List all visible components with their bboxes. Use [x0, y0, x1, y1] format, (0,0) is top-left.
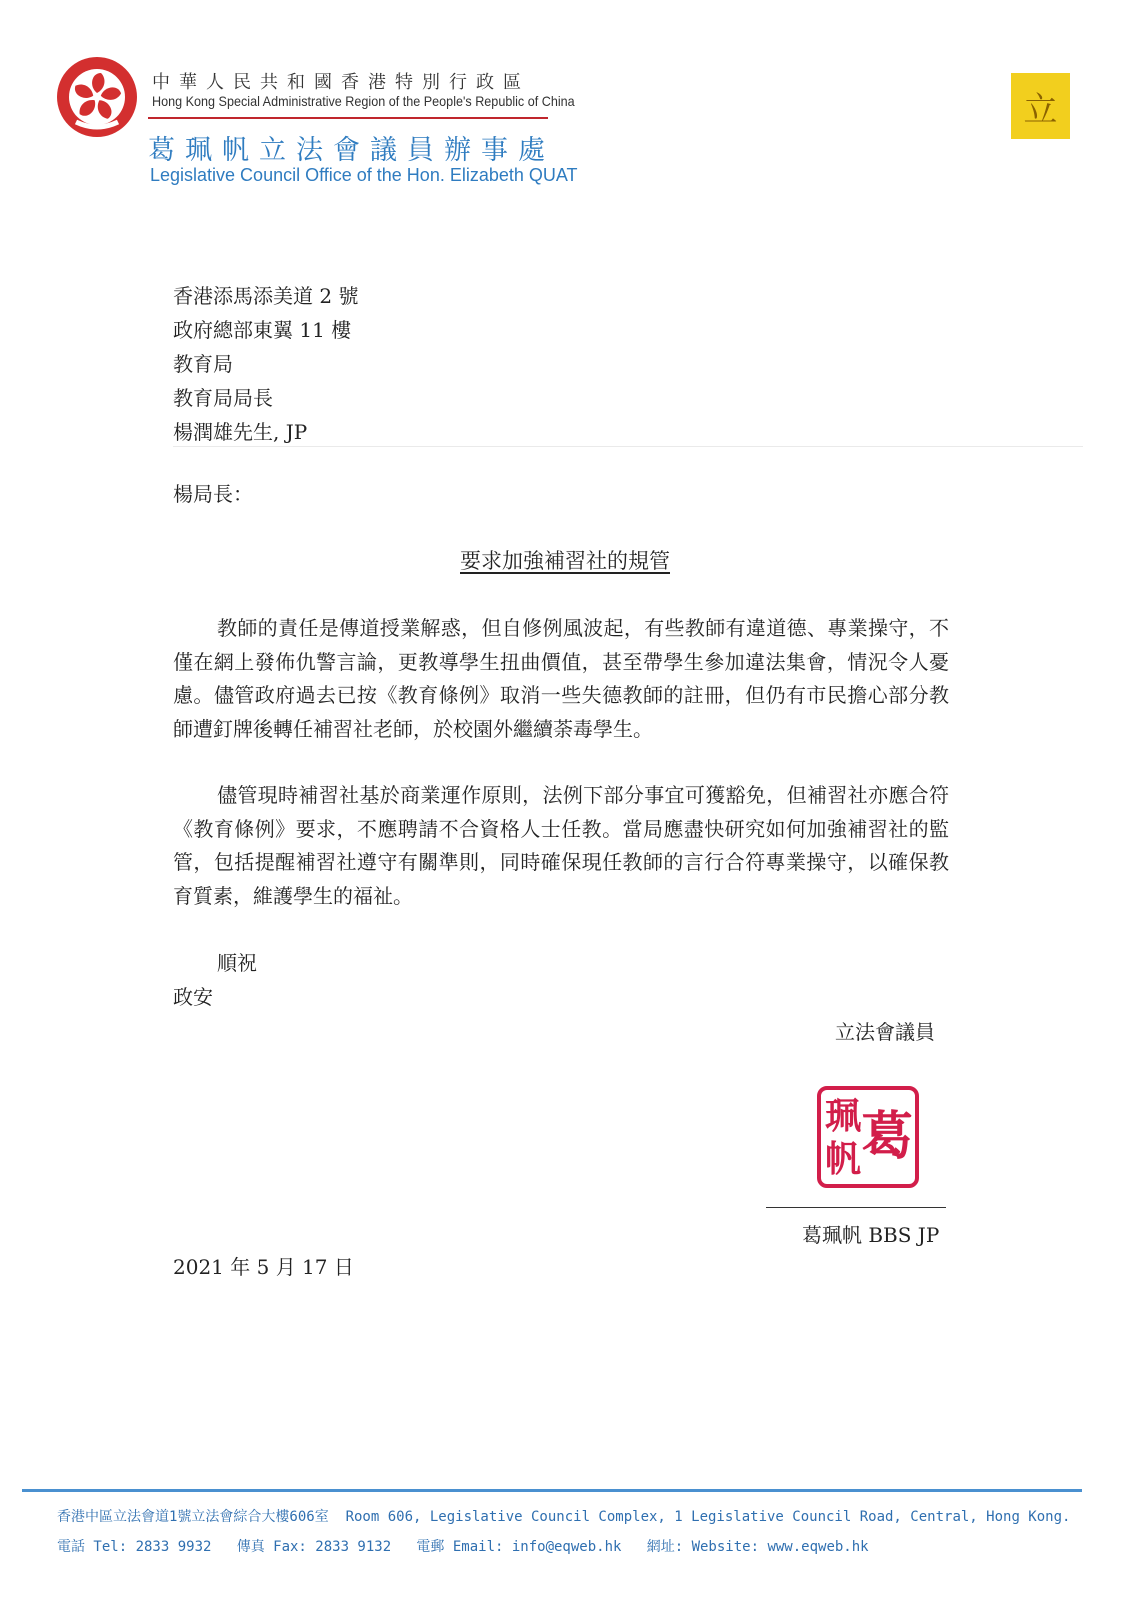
hksar-name-english: Hong Kong Special Administrative Region of the People's Republic of China — [152, 93, 575, 109]
body-paragraph: 教師的責任是傳道授業解惑，但自修例風波起，有些教師有違道德、專業操守，不僅在網上發佈仇警言論，更教導學生扭曲價值，甚至帶學生參加違法集會，情況令人憂慮。儘管政府過去已按《教育條例》取消一些失德教師的註冊，但仍有市民擔心部分教師遭釘牌後轉任補習社老師，於校園外繼續荼毒學生。 — [173, 616, 949, 741]
footer-address: 香港中區立法會道1號立法會綜合大樓606室 Room 606, Legislative Council Complex, 1 Legislative Council Road, Central, Hong Kong. — [57, 1509, 1071, 1525]
hksar-name-chinese: 中華人民共和國香港特別行政區 — [152, 72, 530, 93]
salutation: 楊局長： — [173, 482, 253, 506]
address-line: 香港添馬添美道 2 號 — [173, 284, 359, 308]
recipient-address — [173, 279, 358, 449]
signer-name: 葛珮帆 BBS JP — [802, 1223, 940, 1247]
closing-line: 順祝 — [217, 951, 257, 975]
sender-title: 立法會議員 — [835, 1020, 935, 1044]
footer-contacts: 電話 Tel: 2833 9932 傳真 Fax: 2833 9132 電郵 Email: info@eqweb.hk 網址: Website: www.eqweb.hk — [57, 1539, 869, 1555]
seal-char: 珮 — [825, 1094, 862, 1137]
footer-divider — [22, 1489, 1082, 1492]
address-line: 政府總部東翼 11 樓 — [173, 318, 352, 342]
office-name-chinese: 葛珮帆立法會議員辦事處 — [148, 135, 555, 166]
signature-line — [766, 1207, 946, 1208]
address-line: 楊潤雄先生, JP — [173, 420, 308, 444]
address-line: 教育局 — [173, 352, 233, 376]
seal-char: 帆 — [825, 1137, 862, 1180]
office-name-english: Legislative Council Office of the Hon. Elizabeth QUAT — [150, 165, 578, 185]
hksar-emblem-icon — [56, 56, 138, 138]
letter-subject: 要求加強補習社的規管 — [460, 549, 670, 573]
letter-date: 2021 年 5 月 17 日 — [173, 1255, 354, 1279]
seal-char: 葛 — [861, 1106, 914, 1167]
closing-line: 政安 — [173, 985, 213, 1009]
signature-seal-icon — [817, 1086, 919, 1188]
divider — [173, 446, 1083, 447]
body-paragraph: 儘管現時補習社基於商業運作原則，法例下部分事宜可獲豁免，但補習社亦應合符《教育條例》要求，不應聘請不合資格人士任教。當局應盡快研究如何加強補習社的監管，包括提醒補習社遵守有關準則，同時確保現任教師的言行合符專業操守，以確保教育質素，維護學生的福祉。 — [173, 783, 949, 908]
header-divider — [148, 117, 548, 119]
legco-logo-icon: 立 — [1011, 73, 1070, 139]
address-line: 教育局局長 — [173, 386, 273, 410]
